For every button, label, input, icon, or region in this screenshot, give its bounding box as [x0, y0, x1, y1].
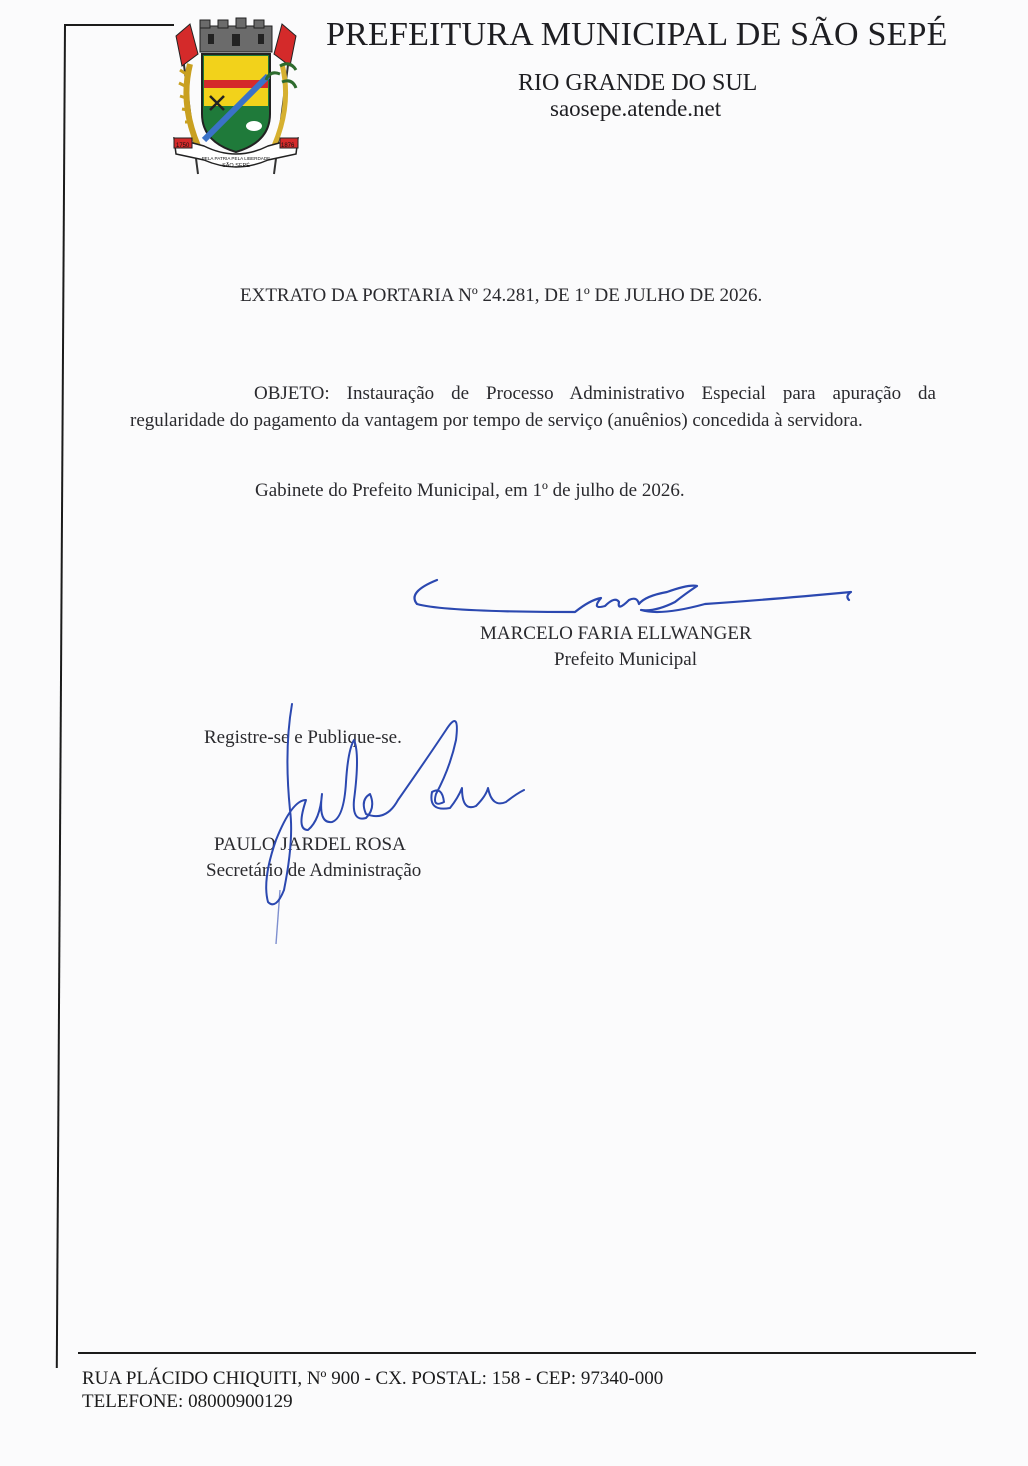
footer-phone: TELEFONE: 08000900129: [82, 1391, 293, 1412]
frame-left-line: [56, 24, 66, 1368]
mayor-role: Prefeito Municipal: [554, 649, 697, 670]
mayor-name: MARCELO FARIA ELLWANGER: [480, 623, 752, 644]
svg-text:1750: 1750: [176, 143, 190, 149]
gabinete-dateline: Gabinete do Prefeito Municipal, em 1º de julho de 2026.: [255, 480, 685, 501]
secretary-name: PAULO JARDEL ROSA: [214, 834, 406, 855]
registre-publique-text: Registre-se e Publique-se.: [204, 727, 402, 748]
svg-text:PELA PATRIA PELA LIBERDADE: PELA PATRIA PELA LIBERDADE: [201, 156, 271, 161]
document-title: EXTRATO DA PORTARIA Nº 24.281, DE 1º DE JULHO DE 2026.: [240, 285, 763, 306]
secretary-signature-icon: [236, 690, 556, 950]
objeto-text: OBJETO: Instauração de Processo Administrativo Especial para apuração da regularidade do pagamento da vantagem por tempo de serviço (anuênios) concedida à servidora.: [130, 383, 936, 431]
svg-text:SÃO SEPÉ: SÃO SEPÉ: [222, 163, 250, 169]
secretary-role: Secretário de Administração: [206, 860, 422, 881]
objeto-paragraph: [130, 380, 936, 434]
svg-text:1876: 1876: [281, 143, 295, 149]
footer-address: RUA PLÁCIDO CHIQUITI, Nº 900 - CX. POSTAL: 158 - CEP: 97340-000: [82, 1368, 664, 1389]
municipality-title: PREFEITURA MUNICIPAL DE SÃO SEPÉ: [326, 16, 948, 53]
frame-bottom-line: [78, 1352, 976, 1354]
state-name: RIO GRANDE DO SUL: [518, 70, 758, 96]
coat-of-arms-icon: [168, 14, 304, 180]
frame-top-line: [64, 24, 174, 26]
website-text: saosepe.atende.net: [550, 96, 722, 121]
